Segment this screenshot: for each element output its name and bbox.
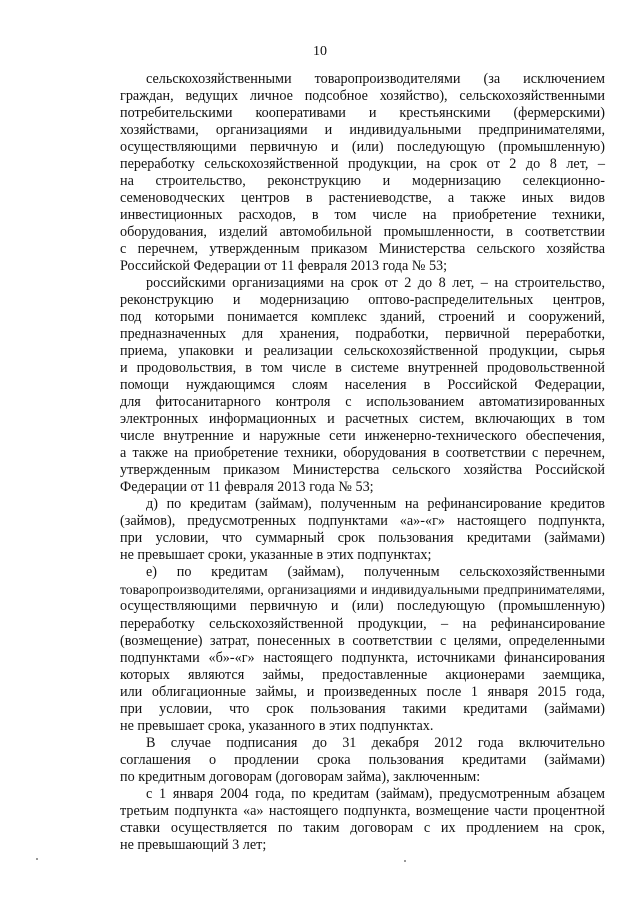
text-line: и продовольствия, в том числе в системе внутренней продовольственной [120,360,605,377]
text-line: при условии, что суммарный срок пользования кредитами (займами) [120,530,605,547]
text-line: с перечнем, утвержденным приказом Министерства сельского хозяйства [120,241,605,258]
text-line: соглашения о продлении срока пользования кредитами (займами) [120,751,605,768]
text-line: е) по кредитам (займам), полученным сельскохозяйственными [146,564,605,581]
text-line: предназначенных для хранения, подработки, первичной переработки, [120,326,605,343]
text-line: осуществляющими первичную и (или) последующую (промышленную) [120,598,605,615]
text-line: для фитосанитарного контроля с использованием автоматизированных [120,394,605,411]
text-line: не превышает сроки, указанные в этих подпунктах; [120,547,432,564]
text-line: оборудования, изделий автомобильной промышленности, в соответствии [120,224,605,241]
text-line: (займов), предусмотренных подпунктами «а»-«г» настоящего подпункта, [120,513,605,530]
text-line: переработку сельскохозяйственной продукции, на срок от 2 до 8 лет, – [120,156,605,173]
text-line: электронных информационных и расчетных систем, включающих в том [120,411,605,428]
text-line: Российской Федерации от 11 февраля 2013 года № 53; [120,258,448,275]
text-line: ставки осуществляется по таким договорам с их продлением на срок, [120,819,605,836]
text-line: семеноводческих центров в растениеводстве, а также иных видов [120,190,605,207]
text-line: граждан, ведущих личное подсобное хозяйство), сельскохозяйственными [120,88,605,105]
text-line: переработку сельскохозяйственной продукции, – на рефинансирование [120,615,605,632]
page-number: 10 [313,44,327,59]
text-line: которых являются займы, предоставленные акционерами заемщика, [120,666,605,683]
text-line: а также на приобретение техники, оборудования в соответствии с перечнем, [120,445,605,462]
text-line: числе внутренние и наружные сети инженерно-технического обеспечения, [120,428,605,445]
text-line: хозяйствами, организациями и индивидуальными предпринимателями, [120,122,605,139]
text-line: помощи нуждающимся слоям населения в Российской Федерации, [120,377,605,394]
text-line: по кредитным договорам (договорам займа), заключенным: [120,768,481,785]
text-line: под которыми понимается комплекс зданий, строений и сооружений, [120,309,605,326]
text-line: Федерации от 11 февраля 2013 года № 53; [120,479,374,496]
document-body [120,71,605,854]
text-line: д) по кредитам (займам), полученным на рефинансирование кредитов [146,496,605,513]
text-line: при условии, что срок пользования такими кредитами (займами) [120,700,605,717]
text-line: осуществляющими первичную и (или) последующую (промышленную) [120,139,605,156]
text-line: или облигационные займы, и произведенных после 1 января 2015 года, [120,683,605,700]
text-line: утвержденным приказом Министерства сельского хозяйства Российской [120,462,605,479]
text-line: подпунктами «б»-«г» настоящего подпункта, источниками финансирования [120,649,605,666]
text-line: российскими организациями на срок от 2 до 8 лет, – на строительство, [146,275,605,292]
text-line: третьим подпункта «а» настоящего подпункта, возмещение части процентной [120,802,605,819]
text-line: не превышает срока, указанного в этих подпунктах. [120,717,434,734]
scan-speck [404,860,406,862]
text-line: инвестиционных расходов, в том числе на приобретение техники, [120,207,605,224]
text-line: товаропроизводителями, организациями и индивидуальными предпринимателями, [120,582,605,598]
text-line: сельскохозяйственными товаропроизводителями (за исключением [146,71,605,87]
text-line: В случае подписания до 31 декабря 2012 года включительно [146,734,605,751]
text-line: не превышающий 3 лет; [120,836,267,853]
text-line: реконструкцию и модернизацию оптово-распределительных центров, [120,292,605,309]
scan-speck [36,858,38,860]
text-line: с 1 января 2004 года, по кредитам (займам), предусмотренным абзацем [146,785,605,802]
text-line: (возмещение) затрат, понесенных в соответствии с целями, определенными [120,632,605,649]
text-line: приема, упаковки и реализации сельскохозяйственной продукции, сырья [120,343,605,360]
text-line: на строительство, реконструкцию и модернизацию селекционно- [120,173,605,190]
text-line: потребительскими кооперативами и крестьянскими (фермерскими) [120,105,605,122]
